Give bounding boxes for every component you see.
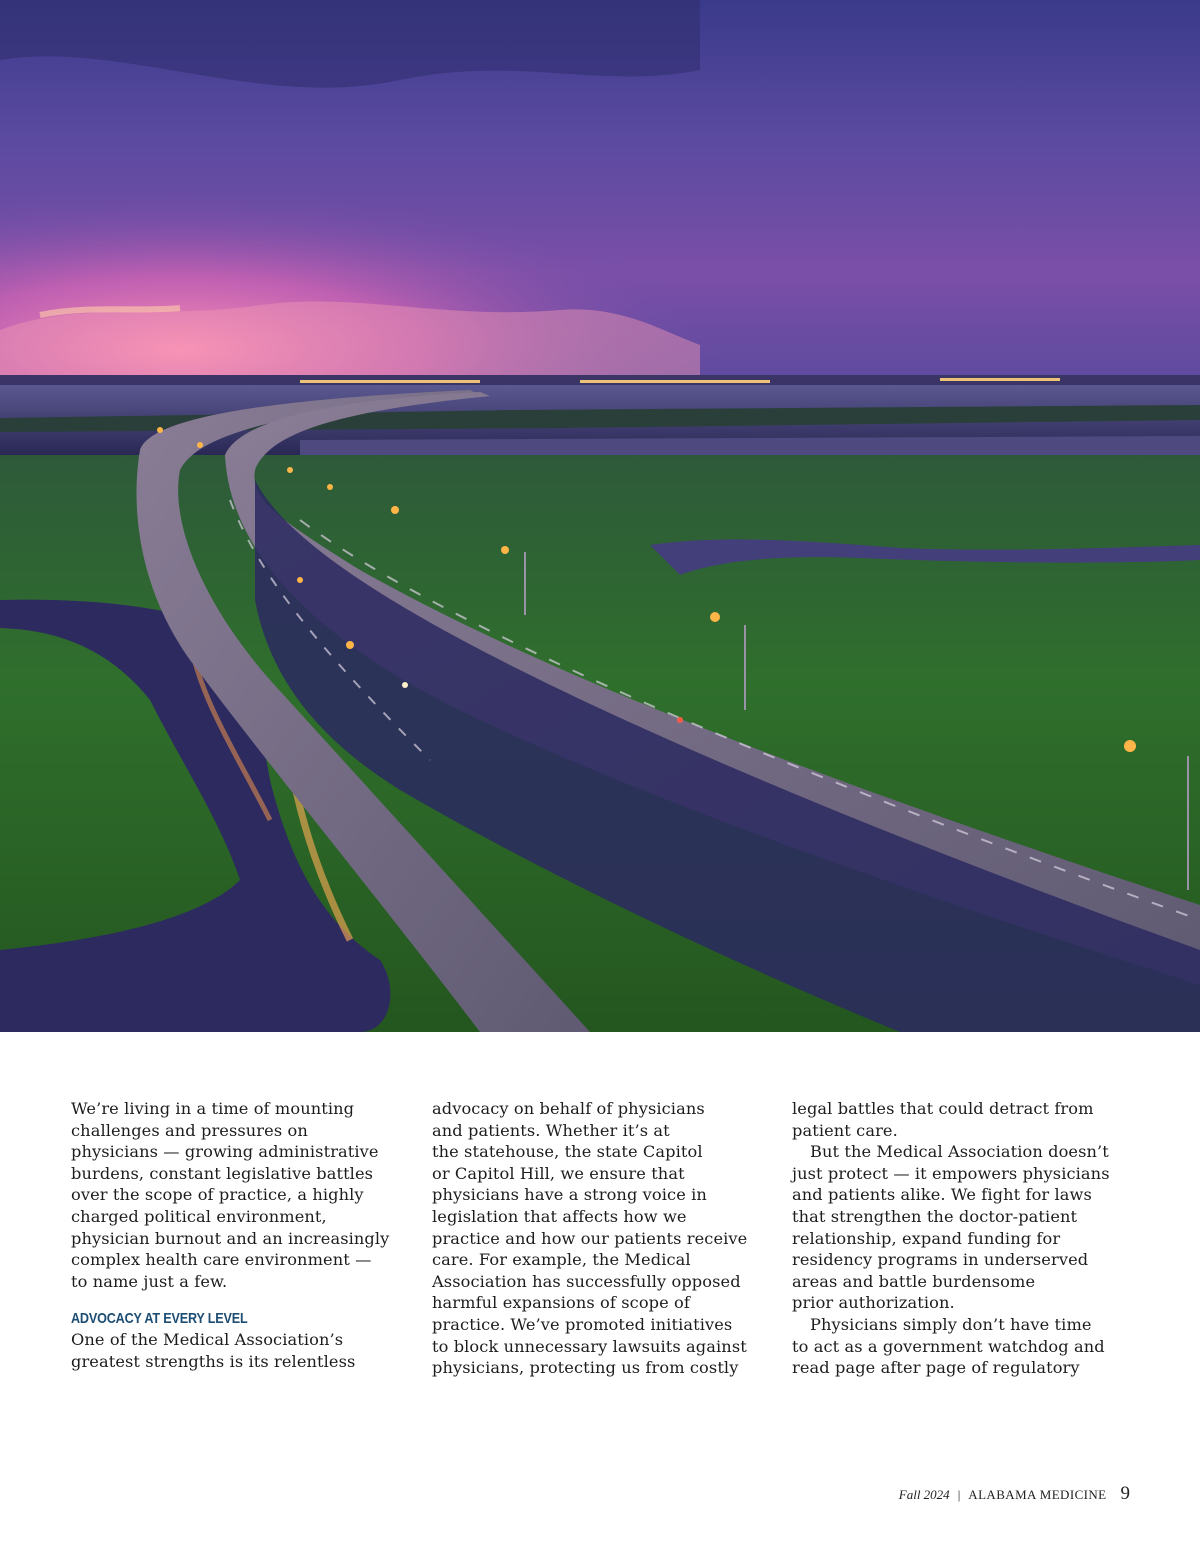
text-line: the statehouse, the state Capitol [432,1142,703,1162]
text-line: legal battles that could detract from [792,1099,1094,1118]
text-line: We’re living in a time of mounting [71,1099,355,1118]
text-line: greatest strengths is its relentless [71,1351,356,1371]
text-line: over the scope of practice, a highly [71,1185,364,1205]
column-1 [71,1098,416,1373]
text-line: residency programs in underserved [792,1250,1089,1270]
text-line: read page after page of regulatory [792,1358,1080,1378]
magazine-name: ALABAMA MEDICINE [968,1487,1107,1502]
page-footer [899,1483,1130,1505]
text-line: Association has successfully opposed [432,1271,741,1291]
text-line: physicians, protecting us from costly [432,1358,739,1378]
text-line: or Capitol Hill, we ensure that [432,1163,685,1183]
text-line: and patients. Whether it’s at [432,1120,670,1140]
text-line: advocacy on behalf of physicians [432,1099,705,1118]
text-line: legislation that affects how we [432,1206,687,1226]
text-line: harmful expansions of scope of [432,1293,690,1313]
paragraph-empowers [792,1141,1137,1314]
text-line: relationship, expand funding for [792,1228,1061,1248]
paragraph-legal [792,1098,1137,1141]
text-line: charged political environment, [71,1206,327,1226]
text-line: to name just a few. [71,1271,228,1291]
paragraph-watchdog [792,1314,1137,1379]
paragraph-intro [71,1098,416,1292]
paragraph-advocacy-continued [432,1098,777,1379]
text-line: But the Medical Association doesn’t [810,1142,1109,1162]
page-number: 9 [1120,1483,1130,1504]
text-line: physician burnout and an increasingly [71,1228,390,1248]
text-line: areas and battle burdensome [792,1271,1036,1291]
text-line: challenges and pressures on [71,1120,308,1140]
text-line: burdens, constant legislative battles [71,1163,374,1183]
text-line: physicians — growing administrative [71,1142,379,1162]
column-2 [432,1098,777,1379]
paragraph-advocacy [71,1329,416,1372]
text-line: prior authorization. [792,1293,955,1313]
text-line: just protect — it empowers physicians [792,1163,1110,1183]
text-line: to act as a government watchdog and [792,1336,1105,1356]
text-line: and patients alike. We fight for laws [792,1185,1092,1205]
text-line: Physicians simply don’t have time [810,1314,1092,1334]
text-line: care. For example, the Medical [432,1250,691,1270]
text-line: One of the Medical Association’s [71,1330,344,1350]
text-line: that strengthen the doctor-patient [792,1206,1078,1226]
text-line: complex health care environment — [71,1250,372,1270]
column-3 [792,1098,1137,1379]
text-line: physicians have a strong voice in [432,1185,707,1205]
section-subhead: ADVOCACY AT EVERY LEVEL [71,1310,248,1328]
text-line: patient care. [792,1120,898,1140]
text-line: practice and how our patients receive [432,1228,748,1248]
text-line: practice. We’ve promoted initiatives [432,1314,733,1334]
footer-separator: | [957,1487,961,1502]
issue-label: Fall 2024 [898,1487,950,1502]
text-line: to block unnecessary lawsuits against [432,1336,747,1356]
